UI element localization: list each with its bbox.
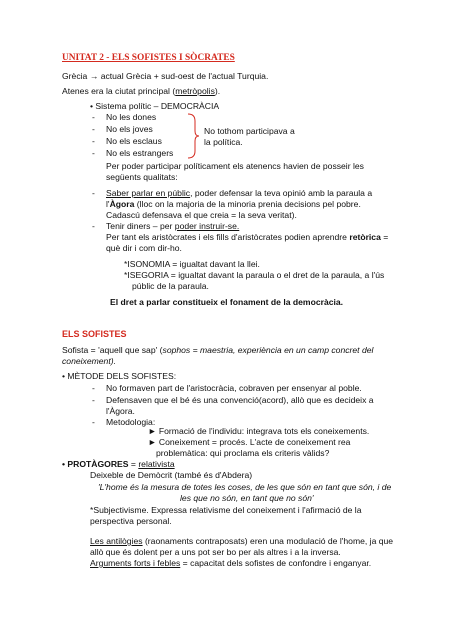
unit-title: UNITAT 2 - ELS SOFISTES I SÒCRATES: [62, 53, 235, 63]
dash-6: -: [92, 221, 95, 231]
dash-5: -: [92, 188, 95, 198]
quality-text: l': [106, 199, 110, 209]
quality-text: Per tant els aristòcrates i els fills d'aristòcrates podien aprendre: [106, 232, 350, 242]
paragraph: següents qualitats:: [106, 172, 178, 182]
right-arrow-icon: →: [89, 71, 99, 81]
sophist-def: [62, 345, 373, 356]
antilogies: [90, 536, 393, 547]
section-title-sophists: ELS SOFISTES: [62, 329, 127, 339]
political-system: • Sistema polític – DEMOCRÀCIA: [90, 101, 220, 111]
def-italic: sophos = maestria, experiència en un camp concret del: [162, 345, 374, 355]
exclusion-item: No els estrangers: [106, 148, 174, 158]
method-item: No formaven part de l'aristocràcia, cobraven per ensenyar al poble.: [106, 383, 362, 393]
dash-1: -: [92, 112, 95, 122]
quality-2: [106, 221, 239, 232]
quality-text: (lloc on la majoria de la minoria prenia decisions pel pobre.: [134, 199, 361, 209]
exclusion-item: No els joves: [106, 124, 153, 134]
protagoras-quote-cont: les que no són, en tant que no són': [180, 493, 314, 503]
method-item: Metodologia:: [106, 417, 156, 427]
sophist-def-cont: coneixement).: [62, 356, 116, 366]
protagoras-eq: =: [128, 459, 139, 469]
arguments-text: = capacitat dels sofistes de confondre i enganyar.: [180, 558, 372, 568]
speak-public-text: Saber parlar en públic: [106, 188, 191, 198]
quality-2-line2: [106, 232, 388, 243]
subjectivism: *Subjectivisme. Expressa relativisme del coneixement i l'afirmació de la: [90, 505, 362, 515]
instruct-text: poder instruir-se.: [174, 221, 240, 231]
antilogies-text: (raonaments contraposats) eren una modulació de l'home, ja que: [142, 536, 394, 546]
isonomia: *ISONOMIA = igualtat davant la llei.: [124, 259, 260, 269]
agora-word: Àgora: [109, 199, 135, 209]
exclusion-item: No els esclaus: [106, 136, 162, 146]
quality-1-line3: Cadascú defensava el que creia = la seva veritat).: [106, 210, 297, 220]
protagoras-quote: 'L'home és la mesura de totes les coses, de les que són en tant que són, i de: [98, 482, 392, 492]
dash-3: -: [92, 136, 95, 146]
greece-line: [62, 71, 268, 82]
democracy-statement: El dret a parlar constitueix el fonament de la democràcia.: [110, 297, 344, 307]
isegoria-cont: públic de la paraula.: [132, 281, 209, 291]
dash-9: -: [92, 417, 95, 427]
quality-text: , poder defensar la teva opinió amb la paraula a: [190, 188, 373, 198]
antilogies-cont: allò que és dolent per a uns pot ser bo per als altres i a la inversa.: [90, 547, 341, 557]
method-arrow-2: ► Coneixement = procés. L'acte de coneixement rea: [148, 437, 351, 447]
relativist-word: relativista: [138, 459, 175, 469]
quality-text: =: [380, 232, 389, 242]
antilogies-word: Les antilògies: [90, 536, 143, 546]
method-arrow-1: ► Formació de l'individu: integrava tots els coneixements.: [148, 426, 370, 436]
quality-1-line2: [106, 199, 361, 210]
method-item: Defensaven que el bé és una convenció(acord), allò que es decideix a: [106, 395, 374, 405]
quality-1: [106, 188, 372, 199]
greece-definition: actual Grècia + sud-oest de l'actual Turquia.: [100, 71, 269, 81]
athens-end: ).: [214, 86, 221, 96]
brace-note: la política.: [204, 137, 243, 147]
athens-line: [62, 86, 220, 97]
curly-brace-icon: [186, 113, 200, 159]
protagoras-name: • PROTÀGORES: [62, 459, 129, 469]
arguments: [90, 558, 371, 569]
protagoras-heading: [62, 459, 175, 470]
subjectivism-cont: perspectiva personal.: [90, 516, 172, 526]
def-text: Sofista = 'aquell que sap' (: [62, 345, 163, 355]
quality-2-line3: què dir i com dir-ho.: [106, 243, 182, 253]
dash-8: -: [92, 395, 95, 405]
method-arrow-2-cont: problemàtica: qui proclama els criteris vàlids?: [156, 448, 330, 458]
dash-7: -: [92, 383, 95, 393]
quality-text: Tenir diners – per: [106, 221, 175, 231]
isegoria: *ISEGORIA = igualtat davant la paraula o el dret de la paraula, a l'ús: [124, 270, 385, 280]
arguments-word: Arguments forts i febles: [90, 558, 181, 568]
protagoras-line: Deixeble de Demòcrit (també és d'Abdera): [90, 470, 253, 480]
athens-text: Atenes era la ciutat principal (: [62, 86, 176, 96]
rhetoric-word: retòrica: [349, 232, 381, 242]
method-heading: • MÈTODE DELS SOFISTES:: [62, 371, 177, 381]
brace-note: No tothom participava a: [204, 126, 295, 136]
paragraph: Per poder participar políticament els atenencs havien de posseir les: [106, 161, 364, 171]
method-item-cont: l'Àgora.: [106, 406, 135, 416]
dash-4: -: [92, 148, 95, 158]
greece-word: Grècia: [62, 71, 88, 81]
dash-2: -: [92, 124, 95, 134]
exclusion-item: No les dones: [106, 112, 157, 122]
metropolis-word: metròpolis: [175, 86, 215, 96]
